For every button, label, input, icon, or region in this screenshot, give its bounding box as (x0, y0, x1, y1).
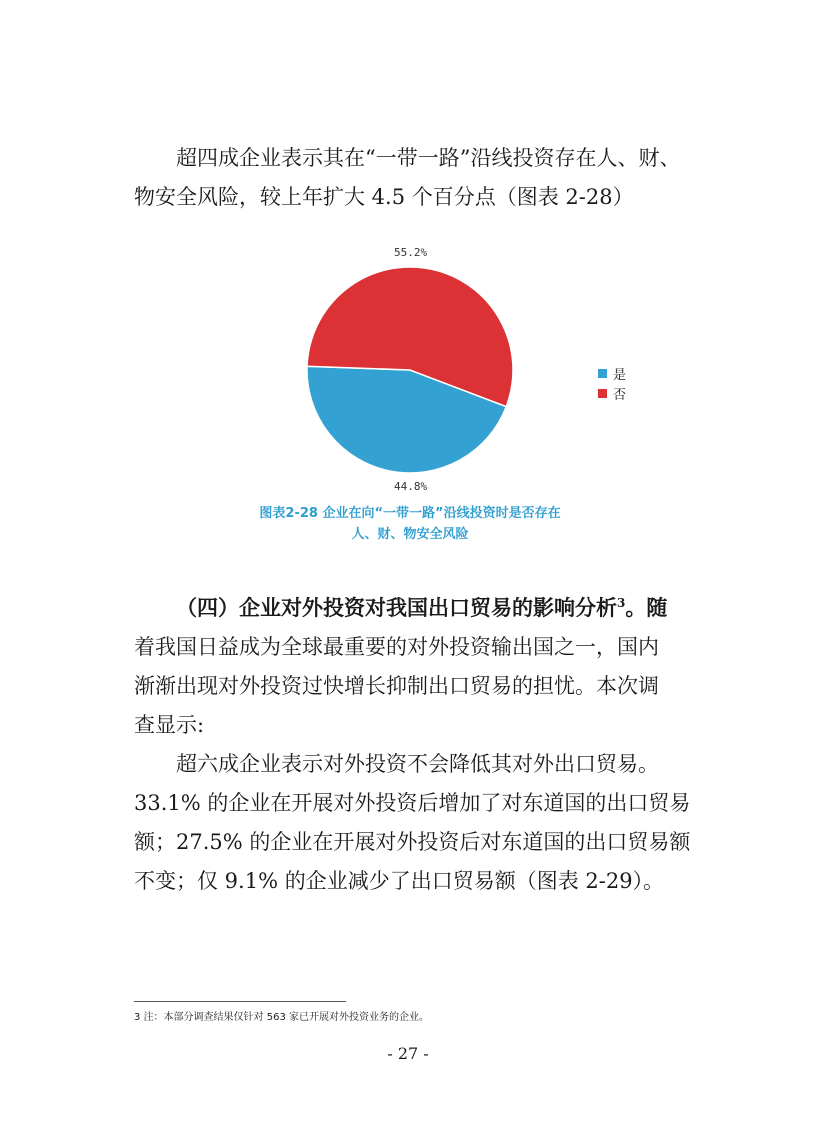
section-line-2: 着我国日益成为全球最重要的对外投资输出国之一，国内 (134, 635, 659, 659)
pie-label-no: 55.2% (394, 246, 428, 259)
body-line-1: 超六成企业表示对外投资不会降低其对外出口贸易。 (176, 752, 659, 776)
body-line-2: 33.1% 的企业在开展对外投资后增加了对东道国的出口贸易 (134, 791, 691, 815)
caption-line-1: 图表2-28 企业在向“一带一路”沿线投资时是否存在 (259, 506, 561, 521)
section-heading-tail: 。随 (625, 595, 668, 620)
legend-swatch-no (598, 389, 607, 398)
body-line-3: 额；27.5% 的企业在开展对外投资后对东道国的出口贸易额 (134, 830, 691, 854)
intro-line-1: 超四成企业表示其在“一带一路”沿线投资存在人、财、 (176, 146, 681, 170)
legend-item-yes (598, 363, 626, 383)
section-heading-line (134, 592, 736, 622)
legend-item-no (598, 383, 626, 403)
legend-label-yes: 是 (613, 367, 627, 383)
page-number: - 27 - (387, 1044, 429, 1063)
legend-swatch-yes (598, 369, 607, 378)
pie-label-yes: 44.8% (394, 480, 428, 493)
body-line-4: 不变；仅 9.1% 的企业减少了出口贸易额（图表 2-29）。 (134, 869, 665, 893)
intro-line-2: 物安全风险，较上年扩大 4.5 个百分点（图表 2-28） (134, 185, 634, 209)
pie-chart (300, 262, 520, 478)
footnote: 3 注：本部分调查结果仅针对 563 家已开展对外投资业务的企业。 (134, 1012, 429, 1023)
legend-label-no: 否 (613, 387, 627, 403)
section-heading: （四）企业对外投资对我国出口贸易的影响分析 (176, 595, 617, 620)
footnote-ref: 3 (617, 596, 626, 610)
chart-legend (598, 363, 626, 403)
section-line-4: 查显示: (134, 713, 205, 737)
figure-caption (200, 503, 620, 545)
section-line-3: 渐渐出现对外投资过快增长抑制出口贸易的担忧。本次调 (134, 674, 659, 698)
footnote-rule (134, 1001, 346, 1002)
caption-line-2: 人、财、物安全风险 (351, 527, 469, 542)
